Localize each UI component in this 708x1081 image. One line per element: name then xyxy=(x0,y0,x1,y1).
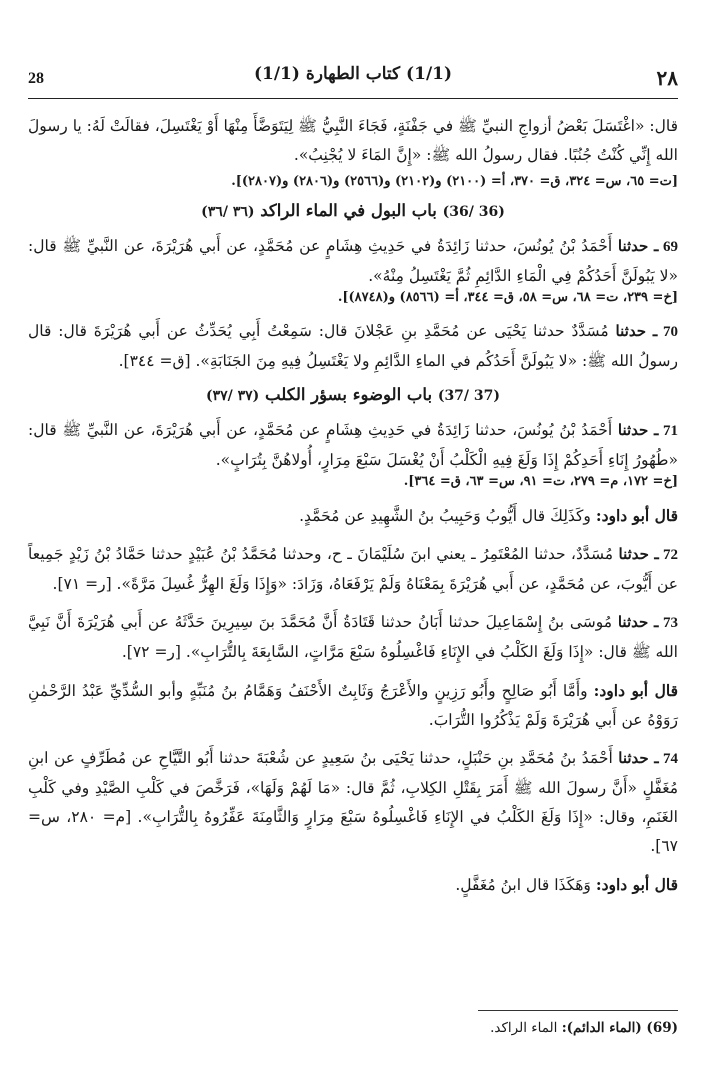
abu-dawud-comment xyxy=(28,870,678,900)
haddathana-label: حدثنا xyxy=(617,237,649,255)
paragraph-text: قال: «اغْتَسَلَ بَعْضُ أزواجِ النبيِّ ﷺ في جَفْنَةٍ، فَجَاءَ النَّبِيُّ ﷺ لِيَتَوَضَّأَ مِنْهَا أَوْ يَغْتَسِلَ، فقالَتْ لَهُ: يا رسولَ الله إِنِّي كُنْتُ جُنُبًا. فقال رسولُ الله ﷺ: «إِنَّ المَاءَ لا يُجْنِبُ». xyxy=(28,117,678,164)
comment-text: وَهَكَذَا قال ابنُ مُغَفَّلٍ. xyxy=(455,876,591,894)
page-number-latin: 28 xyxy=(28,70,44,87)
footnote-rule xyxy=(478,1010,678,1011)
abu-dawud-comment xyxy=(28,676,678,735)
chapter-ref: (36 /36) xyxy=(442,204,505,220)
haddathana-label: حدثنا xyxy=(617,613,649,631)
abu-dawud-comment xyxy=(28,501,678,531)
abu-dawud-label: قال أبو داود: xyxy=(595,506,678,525)
footnote xyxy=(28,1020,678,1036)
hadith-number: 69 ـ xyxy=(654,239,678,255)
haddathana-label: حدثنا xyxy=(618,749,649,767)
references: [خ= ٢٣٩، ت= ٦٨، س= ٥٨، ق= ٣٤٤، أ= (٨٥٦٦) و(٨٧٤٨)]. xyxy=(337,290,678,305)
references: [خ= ١٧٢، م= ٢٧٩، ت= ٩١، س= ٦٣، ق= ٣٦٤]. xyxy=(403,474,678,489)
hadith-73 xyxy=(28,608,678,667)
running-title: (1/1) كتاب الطهارة (1/1) xyxy=(253,64,453,84)
hadith-number: 74 ـ xyxy=(654,751,678,767)
chapter-ref: (٣٧ /٣٧) xyxy=(205,388,260,404)
haddathana-label: حدثنا xyxy=(617,421,649,439)
chapter-title: باب الوضوء بسؤر الكلب xyxy=(265,385,433,404)
footnote-text: الماء الراكد. xyxy=(490,1020,558,1036)
hadith-number: 72 ـ xyxy=(654,547,678,563)
page-header xyxy=(28,62,678,94)
references: [ت= ٦٥، س= ٣٢٤، ق= ٣٧٠، أ= (٢١٠٠) و(٢١٠٢) و(٢٥٦٦) و(٢٨٠٦) و(٢٨٠٧)]. xyxy=(231,174,678,189)
hadith-text: أَحْمَدُ بنُ مُحَمَّدِ بنِ حَنْبَلٍ، حدثنا يَحْيَى بنُ سَعِيدٍ عن شُعْبَةَ حدثنا أَبُو التَّيَّاحِ عن مُطَرِّفٍ عن ابنِ مُغَفَّلٍ «أَنَّ رسولَ الله ﷺ أَمَرَ بِقَتْلِ الكِلابِ، ثُمَّ قال: «مَا لَهُمْ وَلَهَا»، فَرَخَّصَ في كَلْبِ الصَّيْدِ وفي كَلْبِ الغَنَمِ، وقال: «إِذَا وَلَغَ الكَلْبُ في الإِنَاءِ فَاغْسِلُوهُ سَبْعَ مِرَارٍ وَالثَّامِنَةَ عَفِّرُوهُ بِالتُّرَابِ». [م= ٢٨٠، س= ٦٧]. xyxy=(28,749,678,855)
hadith-72 xyxy=(28,540,678,599)
chapter-title: باب البول في الماء الراكد xyxy=(260,201,437,220)
header-rule xyxy=(28,98,678,99)
hadith-number: 70 ـ xyxy=(652,324,678,340)
hadith-text: أَحْمَدُ بْنُ يُونُسَ، حدثنا زَائِدَةُ في حَدِيثِ هِشَامٍ عن مُحَمَّدٍ، عن أَبي هُرَيْرَةَ، عن النَّبيِّ ﷺ قال: «لا يَبُولَنَّ أَحَدُكُمْ فِي الْمَاءِ الدَّائِمِ ثُمَّ يَغْتَسِلُ مِنْهُ». xyxy=(28,237,678,285)
footnote-label: (69) (الماء الدائم): xyxy=(561,1020,678,1036)
abu-dawud-label: قال أبو داود: xyxy=(593,681,678,700)
hadith-number: 73 ـ xyxy=(654,615,678,631)
hadith-69 xyxy=(28,232,678,291)
hadith-number: 71 ـ xyxy=(654,423,678,439)
abu-dawud-label: قال أبو داود: xyxy=(595,875,678,894)
hadith-text: مُسَدَّدٌ حدثنا يَحْيَى عن مُحَمَّدِ بنِ عَجْلانَ قال: سَمِعْتُ أَبِي يُحَدِّثُ عن أَبي هُرَيْرَةَ قال: قال رسولُ الله ﷺ: «لا يَبُولَنَّ أَحَدُكُم في الماءِ الدَّائِمِ ولا يَغْتَسِلُ فِيهِ مِنَ الجَنَابَةِ». [ق= ٣٤٤]. xyxy=(28,322,678,370)
hadith-70 xyxy=(28,317,678,376)
comment-text: وأَمَّا أَبُو صَالِحٍ وأَبُو رَزِينٍ والأَعْرَجُ وَثَابِتٌ الأَحْنَفُ وَهَمَّامُ بنُ مُنَبِّهٍ وأبو السُّدِّيِّ عَبْدُ الرَّحْمٰنِ رَوَوْهُ عن أَبي هُرَيْرَةَ وَلَمْ يَذْكُرُوا التُّرَابَ. xyxy=(28,682,678,729)
chapter-ref: (37 /37) xyxy=(437,388,501,404)
haddathana-label: حدثنا xyxy=(618,545,649,563)
hadith-text: مُوسَى بنُ إِسْمَاعِيلَ حدثنا أَبَانُ حدثنا قَتَادَةُ أَنَّ مُحَمَّدَ بنَ سِيرِينَ حَدَّثَهُ عن أَبي هُرَيْرَةَ أَنَّ نَبِيَّ الله ﷺ قال: «إِذَا وَلَغَ الكَلْبُ في الإِنَاءِ فَاغْسِلُوهُ سَبْعَ مَرَّاتٍ، السَّابِعَةَ بِالتُّرَابِ». [ر= ٧٢]. xyxy=(28,613,678,661)
hadith-text: أَحْمَدُ بْنُ يُونُسَ، حدثنا زَائِدَةُ في حَدِيثِ هِشَامٍ عن مُحَمَّدٍ، عن أَبي هُرَيْرَةَ، عن النَّبيِّ ﷺ قال: «طُهُورُ إِنَاءِ أَحَدِكُمْ إِذَا وَلَغَ فِيهِ الْكَلْبُ أَنْ يُغْسَلَ سَبْعَ مِرَارٍ، أُولاهُنَّ بِتُرَابٍ». xyxy=(28,421,678,469)
hadith-71 xyxy=(28,416,678,475)
haddathana-label: حدثنا xyxy=(615,322,646,340)
comment-text: وكَذَلِكَ قال أَيُّوبُ وَحَبِيبُ بنُ الشَّهِيدِ عن مُحَمَّدٍ. xyxy=(299,507,591,525)
paragraph-continued xyxy=(28,112,678,170)
page-number-arabic: ٢٨ xyxy=(656,66,678,90)
hadith-text: مُسَدَّدٌ، حدثنا المُعْتَمِرُ ـ يعني ابنَ سُلَيْمَانَ ـ ح، وحدثنا مُحَمَّدُ بْنُ عُبَيْدٍ حدثنا حَمَّادُ بْنُ زَيْدٍ جَمِيعاً عن أَيُّوبَ، عن مُحَمَّدٍ، عن أَبي هُرَيْرَةَ بِمَعْنَاهُ وَلَمْ يَرْفَعَاهُ، وَزَادَ: «وَإِذَا وَلَغَ الهِرُّ غُسِلَ مَرَّةً». [ر= ٧١]. xyxy=(28,545,678,593)
chapter-ref: (٣٦ /٣٦) xyxy=(201,204,255,220)
chapter-heading-37 xyxy=(28,385,678,404)
hadith-74 xyxy=(28,744,678,861)
chapter-heading-36 xyxy=(28,201,678,220)
page-body xyxy=(28,112,678,909)
